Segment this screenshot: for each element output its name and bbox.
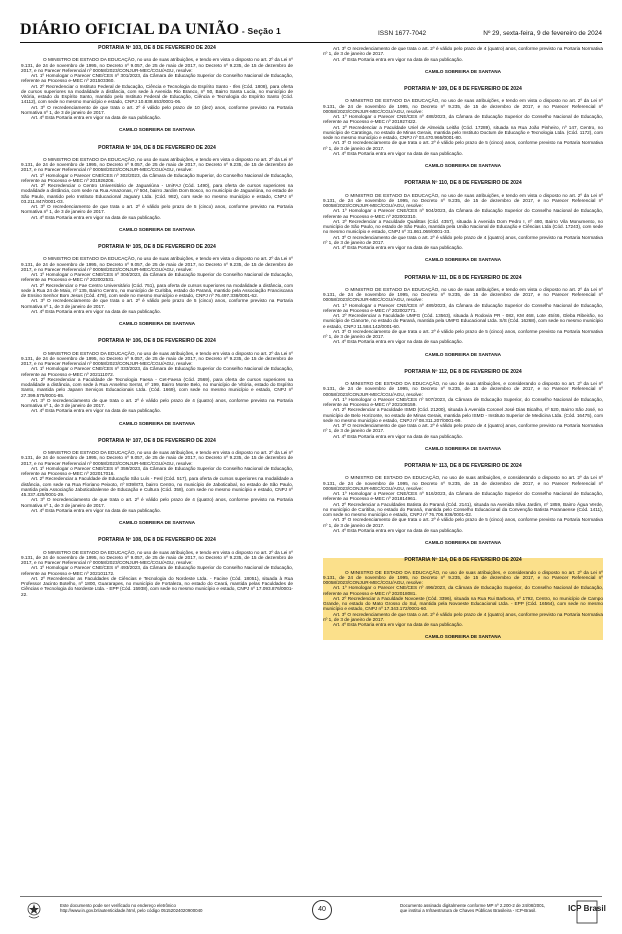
verification-line-2: http://www.in.gov.br/autenticidade.html, pelo código 05152024020900040 — [60, 908, 203, 914]
signature-line-2: que institui a Infraestrutura de Chaves Públicas Brasileira - ICP-Brasil. — [400, 908, 537, 914]
portaria-paragraph: Art. 1º Homologar o Parecer CNE/CES nº 359/2023, da Câmara de Educação Superior do Conselho Nacional de Educação, referente ao Processo e-MEC nº 202017016. — [21, 465, 293, 476]
portaria-paragraph: Art. 3º O recredenciamento de que trata o art. 2º é válido pelo prazo de 4 (quatro) anos, conforme previsto na Portaria Normativa nº 1, de 3 de janeiro de 2017. — [323, 423, 603, 434]
portaria-title: PORTARIA Nº 111, DE 8 DE FEVEREIRO DE 2024 — [404, 274, 522, 281]
portaria-body — [323, 193, 603, 251]
signature-name: CAMILO SOBREIRA DE SANTANA — [118, 127, 196, 133]
portaria-paragraph: O MINISTRO DE ESTADO DA EDUCAÇÃO, no uso de suas atribuições, e tendo em vista o disposto no art. 2º da Lei nº 9.131, de 24 de novembro de 1995, no Decreto nº 9.235, de 15 de dezembro de 2017, e no Parecer Referencial nº 00058/2023/CONJUR-MEC/CGU/AGU, resolve: — [323, 192, 603, 208]
verification-line-1: Este documento pode ser verificado no endereço eletrônico — [60, 903, 176, 908]
portaria-title: PORTARIA Nº 109, DE 8 DE FEVEREIRO DE 2024 — [404, 86, 522, 92]
portaria-body — [21, 57, 293, 120]
signature-name: CAMILO SOBREIRA DE SANTANA — [118, 226, 196, 232]
portaria-body — [323, 46, 603, 62]
portaria-paragraph: Art. 2º Recredenciar a Faculdade Uriel de Almeida Leitão (Cód. 17289), situada na Rua João Pinheiro, nº 147, Centro, no município de Caratinga, no estado de Minas Gerais, mantida pelo Instituto Doctum de Educação e Tecnologia Ltda. (Cód. 1172), com sede no mesmo município e estado, CNPJ nº 03.470.966/0001-80. — [323, 124, 603, 140]
portaria-body — [323, 287, 603, 345]
signature-name: CAMILO SOBREIRA DE SANTANA — [424, 163, 502, 168]
right-column — [323, 46, 603, 640]
portaria-title: PORTARIA Nº 107, DE 8 DE FEVEREIRO DE 2024 — [98, 437, 216, 444]
portaria-block — [323, 276, 603, 357]
signature-note — [400, 903, 545, 914]
portaria-body — [323, 381, 603, 439]
portaria-paragraph: Art. 2º Recredenciar o Centro Universitário de Jaguariúna - UniFAJ (Cód. 1490), para oferta de cursos superiores na modalidade a distância, com sede na Rua Amazonas, nº 504, bairro Jardim Dom Bosco, no município de Jaguariúna, no estado de São Paulo, mantido pelo Instituto Educacional Jaguary Ltda. (Cód. 982), com sede no mesmo município e estado, CNPJ nº 03.211.847/0001-03. — [21, 183, 293, 204]
page-number: 40 — [312, 900, 332, 920]
portaria-title: PORTARIA Nº 113, DE 8 DE FEVEREIRO DE 2024 — [404, 463, 522, 469]
portaria-paragraph: Art. 4º Esta Portaria entra em vigor na data de sua publicação. — [333, 150, 463, 156]
portaria-paragraph: Art. 3º O recredenciamento de que trata o art. 2º é válido pelo prazo de 4 (quatro) anos, conforme previsto na Portaria Normativa nº 1, de 3 de janeiro de 2017. — [323, 611, 603, 622]
portaria-title: PORTARIA Nº 108, DE 8 DE FEVEREIRO DE 2024 — [98, 537, 216, 544]
portaria-paragraph: Art. 3º O recredenciamento de que trata o art. 2º é válido pelo prazo de 4 (quatro) anos, conforme previsto na Portaria Normativa nº 1, de 3 de janeiro de 2017. — [323, 234, 603, 245]
portaria-title: PORTARIA Nº 103, DE 8 DE FEVEREIRO DE 2024 — [98, 45, 216, 51]
portaria-paragraph: Art. 1º Homologar o Parecer CNE/CES nº 504/2023, da Câmara de Educação Superior do Conselho Nacional de Educação, referente ao Processo e-MEC nº 202002310. — [323, 208, 603, 219]
portaria-body — [21, 256, 293, 314]
signature-name: CAMILO SOBREIRA DE SANTANA — [424, 257, 502, 263]
verification-note — [60, 903, 202, 914]
portaria-paragraph: O MINISTRO DE ESTADO DA EDUCAÇÃO, no uso de suas atribuições, e tendo em vista o disposto no art. 2º da Lei nº 9.131, de 24 de novembro de 1995, no Decreto nº 9.057, de 25 de maio de 2017, no Decreto nº 9.235, de 15 de dezembro de 2017, e no Parecer Referencial nº 00058/2023/CONJUR-MEC/CGU/AGU, resolve: — [21, 57, 293, 73]
portaria-paragraph: Art. 2º Recredenciar as Faculdades de Ciências e Tecnologia do Nordeste Ltda. - Facine (Cód. 18051), situada à Rua Professor Jacinto Botelho, nº 1800, Guararapes, no município de Fortaleza, no estado do Ceará, mantida pelas Faculdades de Ciências e Tecnologia do Nordeste Ltda. - EPP (Cód. 15938), com sede no mesmo município e estado, CNPJ nº 17.093.876/0001-22. — [21, 575, 293, 597]
portaria-block — [21, 46, 293, 133]
portaria-body — [323, 98, 603, 156]
portaria-paragraph: Art. 1º Homologar o Parecer CNE/CES nº 488/2023, da Câmara de Educação Superior do Conselho Nacional de Educação, referente ao Processo e-MEC nº 201927422. — [323, 114, 603, 125]
portaria-paragraph: Art. 2º Recredenciar a Faculdade Qualittas (Cód. 4357), situada à Avenida Dom Pedro I, nº 480, Bairro Vila Monumento, no município de São Paulo, no estado de São Paulo, mantida pela União Nacional de Educação e Ciências Ltda (Cód. 17243), com sede no mesmo município e estado, CNPJ nº 31.861.069/0001-33. — [323, 218, 603, 235]
portaria-title: PORTARIA Nº 114, DE 8 DE FEVEREIRO DE 2024 — [404, 557, 522, 564]
portaria-paragraph: Art. 3º O recredenciamento de que trata o art. 2º é válido pelo prazo de 5 (cinco) anos, conforme previsto na Portaria Normativa nº 1, de 3 de janeiro de 2017. — [21, 204, 293, 215]
portaria-title: PORTARIA Nº 104, DE 8 DE FEVEREIRO DE 2024 — [98, 144, 216, 151]
coat-of-arms-icon — [26, 901, 42, 921]
portaria-paragraph: Art. 3º O recredenciamento de que trata o art. 2º é válido pelo prazo de 5 (cinco) anos, conforme previsto na Portaria Normativa nº 1, de 3 de janeiro de 2017. — [323, 140, 603, 151]
portaria-paragraph: Art. 4º Esta Portaria entra em vigor na data de sua publicação. — [333, 527, 463, 533]
portaria-paragraph: O MINISTRO DE ESTADO DA EDUCAÇÃO, no uso de suas atribuições, e considerando o disposto no art. 2º da Lei nº 9.131, de 24 de novembro de 1995, no Decreto nº 9.235, de 15 de dezembro de 2017, e no Parecer Referencial nº 00058/2023/CONJUR-MEC/CGU/AGU, resolve: — [323, 475, 603, 491]
journal-name: DIÁRIO OFICIAL DA UNIÃO — [20, 21, 240, 38]
portaria-paragraph: Art. 2º Recredenciar a Faculdade de Tecnologia Faesa - Cet-Faesa (Cód. 2569), para oferta de cursos superiores na modalidade a distância, com sede à Rua Anselmo Serrat, nº 199, Bairro Monte Belo, no município de Vitória, estado do Espírito Santo, mantida pelo Japann Serviços Educacionais Ltda. (Cód. 1669), com sede no mesmo município e estado, CNPJ nº 27.399.575/0001-85. — [21, 376, 293, 398]
portaria-paragraph: O MINISTRO DE ESTADO DA EDUCAÇÃO, no uso de suas atribuições, e tendo em vista o disposto no art. 2º da Lei nº 9.131, de 24 de novembro de 1995, no Decreto nº 9.057, de 25 de maio de 2017, no Decreto nº 9.235, de 15 de dezembro de 2017, e no Parecer Referencial nº 00058/2023/CONJUR-MEC/CGU/AGU, resolve: — [21, 549, 293, 565]
portaria-paragraph: Art. 3º O recredenciamento de que trata o art. 2º é válido pelo prazo de 4 (quatro) anos, conforme previsto na Portaria Normativa nº 1, de 3 de janeiro de 2017. — [21, 397, 293, 408]
page-footer — [20, 896, 606, 927]
portaria-paragraph: Art. 1º Homologar o Parecer CNE/CES nº 301/2023, da Câmara de Educação Superior do Conselho Nacional de Educação, referente ao Processo e-MEC nº 201503360. — [21, 73, 293, 84]
portaria-paragraph: Art. 4º Esta Portaria entra em vigor na data de sua publicação. — [333, 56, 463, 62]
portaria-paragraph: Art. 4º Esta Portaria entra em vigor na data de sua publicação. — [31, 214, 161, 220]
portaria-block — [21, 146, 293, 233]
signature-name: CAMILO SOBREIRA DE SANTANA — [118, 520, 196, 525]
portaria-paragraph: Art. 3º O recredenciamento de que trata o art. 2º é válido pelo prazo de 4 (quatro) anos, conforme previsto na Portaria Normativa nº 1, de 3 de janeiro de 2017. — [323, 46, 603, 57]
signature-name: CAMILO SOBREIRA DE SANTANA — [424, 445, 502, 451]
portaria-paragraph: Art. 1º Homologar o Parecer CNE/CES nº 304/2023, da Câmara de Educação Superior do Conselho Nacional de Educação, referente ao Processo e-MEC nº 202002531. — [21, 272, 293, 283]
portaria-paragraph: Art. 2º Recredenciar a Faculdade de Educação São Luís - Fesl (Cód. 517), para oferta de cursos superiores na modalidade a distância, com sede na Rua Floriano Peixoto, nº 839/873, bairro Centro, no município de Jaboticabal, no estado de São Paulo, mantida pela Associação Jaboticabalense de Educação e Cultura (Cód. 358), com sede no mesmo município e estado, CNPJ nº 45.337.425/0001-29. — [21, 476, 293, 497]
left-column — [21, 46, 293, 597]
portaria-body — [21, 351, 293, 414]
portaria-paragraph: Art. 4º Esta Portaria entra em vigor na data de sua publicação. — [31, 115, 161, 120]
portaria-title: PORTARIA Nº 105, DE 8 DE FEVEREIRO DE 2024 — [98, 244, 216, 250]
icp-logo-text: ICP Brasil — [568, 904, 606, 913]
portaria-paragraph: Art. 3º O recredenciamento de que trata o art. 2º é válido pelo prazo de 4 (quatro) anos, conforme previsto na Portaria Normativa nº 1, de 3 de janeiro de 2017. — [21, 497, 293, 508]
portaria-paragraph: Art. 3º O recredenciamento de que trata o art. 2º é válido pelo prazo de 5 (cinco) anos, conforme previsto na Portaria Normativa nº 1, de 3 de janeiro de 2017. — [323, 328, 603, 339]
portaria-block — [323, 558, 603, 639]
icp-brasil-logo-icon — [568, 900, 606, 924]
journal-title — [20, 21, 281, 39]
portaria-title: PORTARIA Nº 112, DE 8 DE FEVEREIRO DE 2024 — [404, 368, 522, 375]
portaria-block — [21, 245, 293, 326]
portaria-paragraph: Art. 2º Recredenciar a Faculdades Batista do Paraná (Cód. 2141), situada na Avenida Silva Jardim, nº 1859, Bairro Água Verde, no município de Curitiba, no estado do Paraná, mantida pelo Conselho Educacional da Convenção Batista Paranaense (Cód. 1411), com sede no mesmo município e estado, CNPJ nº 76.706.936/0001-02. — [323, 501, 603, 517]
portaria-paragraph: Art. 4º Esta Portaria entra em vigor na data de sua publicação. — [333, 622, 463, 627]
portaria-paragraph: Art. 1º Homologar o Parecer CNE/CES nº 516/2023, da Câmara de Educação Superior do Conselho Nacional de Educação, referente ao Processo e-MEC nº 201814961. — [323, 491, 603, 502]
section-label: - Seção 1 — [239, 26, 281, 36]
portaria-block — [21, 439, 293, 526]
portaria-block — [323, 370, 603, 451]
portaria-paragraph: Art. 1º Homologar o Parecer CNE/CES nº 489/2023, da Câmara de Educação Superior do Conselho Nacional de Educação, referente ao Processo e-MEC nº 202002771. — [323, 302, 603, 313]
portaria-block — [21, 339, 293, 426]
portaria-body — [323, 570, 603, 628]
portaria-paragraph: Art. 2º Recredenciar a Faculdade ISMD (Cód. 21200), situada à Avenida Coronel José Dias Bicalho, nº 520, Bairro São José, no município de Belo Horizonte, no estado de Minas Gerais, mantida pelo ISMD - Instituto Superior de Medicina Ltda. (Cód. 16475), com sede no mesmo município e estado, CNPJ nº 08.311.207/0001-99. — [323, 407, 603, 423]
portaria-paragraph: O MINISTRO DE ESTADO DA EDUCAÇÃO, no uso de suas atribuições, e tendo em vista o disposto no art. 2º da Lei nº 9.131, de 24 de novembro de 1995, no Decreto nº 9.057, de 25 de maio de 2017, no Decreto nº 9.235, de 15 de dezembro de 2017, e no Parecer Referencial nº 00058/2023/CONJUR-MEC/CGU/AGU, resolve: — [21, 256, 293, 272]
portaria-title: PORTARIA Nº 106, DE 8 DE FEVEREIRO DE 2024 — [98, 338, 216, 345]
portaria-paragraph: Art. 1º Homologar o Parecer CNE/CES nº 496/2023, da Câmara de Educação Superior, do Conselho Nacional de Educação, referente ao Processo e-MEC nº 202018081. — [323, 585, 603, 596]
portaria-paragraph: Art. 3º O recredenciamento de que trata o art. 2º é válido pelo prazo de 5 (cinco) anos, conforme previsto na Portaria Normativa nº 1, de 3 de janeiro de 2017. — [323, 517, 603, 528]
portaria-paragraph: Art. 3º O recredenciamento de que trata o art. 2º é válido pelo prazo de 5 (cinco) anos, conforme previsto na Portaria Normativa nº 1, de 3 de janeiro de 2017. — [21, 298, 293, 309]
portaria-paragraph: Art. 1º Homologar o Parecer CNE/CES nº 507/2023, da Câmara de Educação Superior, do Conselho Nacional de Educação, referente ao Processo e-MEC nº 202108159. — [323, 396, 603, 407]
portaria-paragraph: Art. 2º Recredenciar a Faculdade Novoeste (Cód. 3396), situada na Rua Rui Barbosa, nº 1792, Centro, no município de Campo Grande, no estado do Mato Grosso do Sul, mantida pela Novoeste Educacional Ltda. - EPP (Cód. 16564), com sede no mesmo município e estado, CNPJ nº 17.343.172/0001-60. — [323, 595, 603, 612]
portaria-paragraph: Art. 4º Esta Portaria entra em vigor na data de sua publicação. — [333, 245, 463, 250]
signature-name: CAMILO SOBREIRA DE SANTANA — [424, 540, 502, 545]
portaria-block — [21, 538, 293, 597]
portaria-paragraph: Art. 3º O recredenciamento de que trata o art. 2º é válido pelo prazo de 10 (dez) anos, conforme previsto na Portaria Normativa nº 1, de 3 de janeiro de 2017. — [21, 104, 293, 115]
portaria-paragraph: Art. 4º Esta Portaria entra em vigor na data de sua publicação. — [333, 339, 463, 345]
portaria-paragraph: Art. 4º Esta Portaria entra em vigor na data de sua publicação. — [31, 408, 161, 414]
portaria-block — [323, 87, 603, 168]
portaria-body — [21, 450, 293, 513]
portaria-block — [323, 46, 603, 74]
portaria-body — [21, 550, 293, 597]
signature-name: CAMILO SOBREIRA DE SANTANA — [424, 351, 502, 357]
portaria-paragraph: Art. 1º Homologar o Parecer CNE/CES nº 333/2023, da Câmara de Educação Superior do Conselho Nacional de Educação, referente ao Processo e-MEC nº 202111072. — [21, 366, 293, 377]
issn: ISSN 1677-7042 — [378, 30, 427, 37]
signature-line-1: Documento assinado digitalmente conforme MP nº 2.200-2 de 24/08/2001, — [400, 903, 546, 908]
portaria-block — [323, 181, 603, 262]
portaria-block — [323, 464, 603, 545]
signature-name: CAMILO SOBREIRA DE SANTANA — [118, 420, 196, 426]
portaria-paragraph: Art. 4º Esta Portaria entra em vigor na data de sua publicação. — [333, 433, 463, 439]
portaria-paragraph: O MINISTRO DE ESTADO DA EDUCAÇÃO, no uso de suas atribuições, e considerando o disposto no art. 2º da Lei nº 9.131, de 24 de novembro de 1995, no Decreto nº 9.235, de 15 de dezembro de 2017, e no Parecer Referencial nº 00058/2023/CONJUR-MEC/CGU/AGU, resolve: — [323, 569, 603, 585]
portaria-paragraph: O MINISTRO DE ESTADO DA EDUCAÇÃO, no uso de suas atribuições, e considerando o disposto no art. 2º da Lei nº 9.131, de 24 de novembro de 1995, no Decreto nº 9.235, de 15 de dezembro de 2017, e no Parecer Referencial nº 00058/2023/CONJUR-MEC/CGU/AGU, resolve: — [323, 381, 603, 397]
portaria-title: PORTARIA Nº 110, DE 8 DE FEVEREIRO DE 2024 — [404, 180, 522, 187]
signature-name: CAMILO SOBREIRA DE SANTANA — [424, 634, 502, 640]
portaria-paragraph: O MINISTRO DE ESTADO DA EDUCAÇÃO, no uso de suas atribuições, e tendo em vista o disposto no art. 2º da Lei nº 9.131, de 24 de novembro de 1995, no Decreto nº 9.057, de 25 de maio de 2017, no Decreto nº 9.235, de 15 de dezembro de 2017, e no Parecer Referencial nº 00058/2023/CONJUR-MEC/CGU/AGU, resolve: — [21, 156, 293, 173]
edition-date: Nº 29, sexta-feira, 9 de fevereiro de 2024 — [483, 30, 602, 37]
portaria-paragraph: Art. 4º Esta Portaria entra em vigor na data de sua publicação. — [31, 308, 161, 314]
portaria-paragraph: Art. 1º Homologar o Parecer CNE/CES nº 302/2023, da Câmara de Educação Superior, do Conselho Nacional de Educação, referente ao Processo e-MEC nº 201926206. — [21, 172, 293, 183]
portaria-paragraph: Art. 2º Recredenciar o Fae Centro Universitário (Cód. 751), para oferta de cursos superiores na modalidade a distância, com sede à Rua 24 de Maio, nº 135, Bairro Centro, no município de Curitiba, estado do Paraná, mantido pela Associação Franciscana de Ensino Senhor Bom Jesus (Cód. 478), com sede no mesmo município e estado, CNPJ nº 76.497.338/0001-62. — [21, 282, 293, 298]
portaria-paragraph: O MINISTRO DE ESTADO DA EDUCAÇÃO, no uso de suas atribuições, e tendo em vista o disposto no art. 2º da Lei nº 9.131, de 24 de novembro de 1995, no Decreto nº 9.057, de 25 de maio de 2017, no Decreto nº 9.235, de 15 de dezembro de 2017, e no Parecer Referencial nº 00058/2023/CONJUR-MEC/CGU/AGU, resolve: — [21, 450, 293, 466]
portaria-paragraph: Art. 2º Recredenciar o Instituto Federal de Educação, Ciência e Tecnologia do Espírito Santo - Ifes (Cód. 1808), para oferta de cursos superiores na modalidade a distância, com sede à Avenida Rio Branco, nº 50, Bairro Santa Lucia, no município de Vitória, estado do Espírito Santo, mantido pelo Instituto Federal de Educação, Ciência e Tecnologia do Espírito Santo (Cód. 14112), com sede no mesmo município e estado, CNPJ 10.838.653/0001-06. — [21, 83, 293, 105]
signature-name: CAMILO SOBREIRA DE SANTANA — [118, 321, 196, 326]
portaria-paragraph: Art. 4º Esta Portaria entra em vigor na data de sua publicação. — [31, 507, 161, 513]
portaria-paragraph: O MINISTRO DE ESTADO DA EDUCAÇÃO, no uso de suas atribuições, e tendo em vista o disposto no art. 2º da Lei nº 9.131, de 24 de novembro de 1995, no Decreto nº 9.235, de 15 de dezembro de 2017, e no Parecer Referencial nº 00058/2023/CONJUR-MEC/CGU/AGU, resolve: — [323, 98, 603, 114]
page-header — [20, 20, 602, 43]
portaria-paragraph: O MINISTRO DE ESTADO DA EDUCAÇÃO, no uso de suas atribuições, e tendo em vista o disposto no art. 2º da Lei nº 9.131, de 24 de novembro de 1995, no Decreto nº 9.057, de 25 de maio de 2017, no Decreto nº 9.235, de 15 de dezembro de 2017, e no Parecer Referencial nº 00058/2023/CONJUR-MEC/CGU/AGU, resolve: — [21, 350, 293, 366]
portaria-paragraph: Art. 2º Recredenciar a Faculdade UMFG (Cód. 13563), situada à Rodovia PR - 082, KM 468, Lote 45/46, Gleba Ribeirão, no município de Cianorte, no estado do Paraná, mantida pela UMFG Educacional Ltda. S/S (Cód. 16268), com sede no mesmo município e estado, CNPJ 11.584.142/0001-60. — [323, 313, 603, 329]
portaria-paragraph: Art. 1º Homologar o Parecer CNE/CES nº 493/2023, da Câmara de Educação Superior do Conselho Nacional de Educação, referente ao Processo e-MEC nº 202101172. — [21, 565, 293, 576]
portaria-body — [323, 475, 603, 533]
signature-name: CAMILO SOBREIRA DE SANTANA — [424, 68, 502, 74]
portaria-paragraph: O MINISTRO DE ESTADO DA EDUCAÇÃO, no uso de suas atribuições, e tendo em vista o disposto no art. 2º da Lei nº 9.131, de 24 de novembro de 1995, no Decreto nº 9.235, de 15 de dezembro de 2017, e no Parecer Referencial nº 00058/2023/CONJUR-MEC/CGU/AGU, resolve: — [323, 286, 603, 303]
portaria-body — [21, 157, 293, 220]
